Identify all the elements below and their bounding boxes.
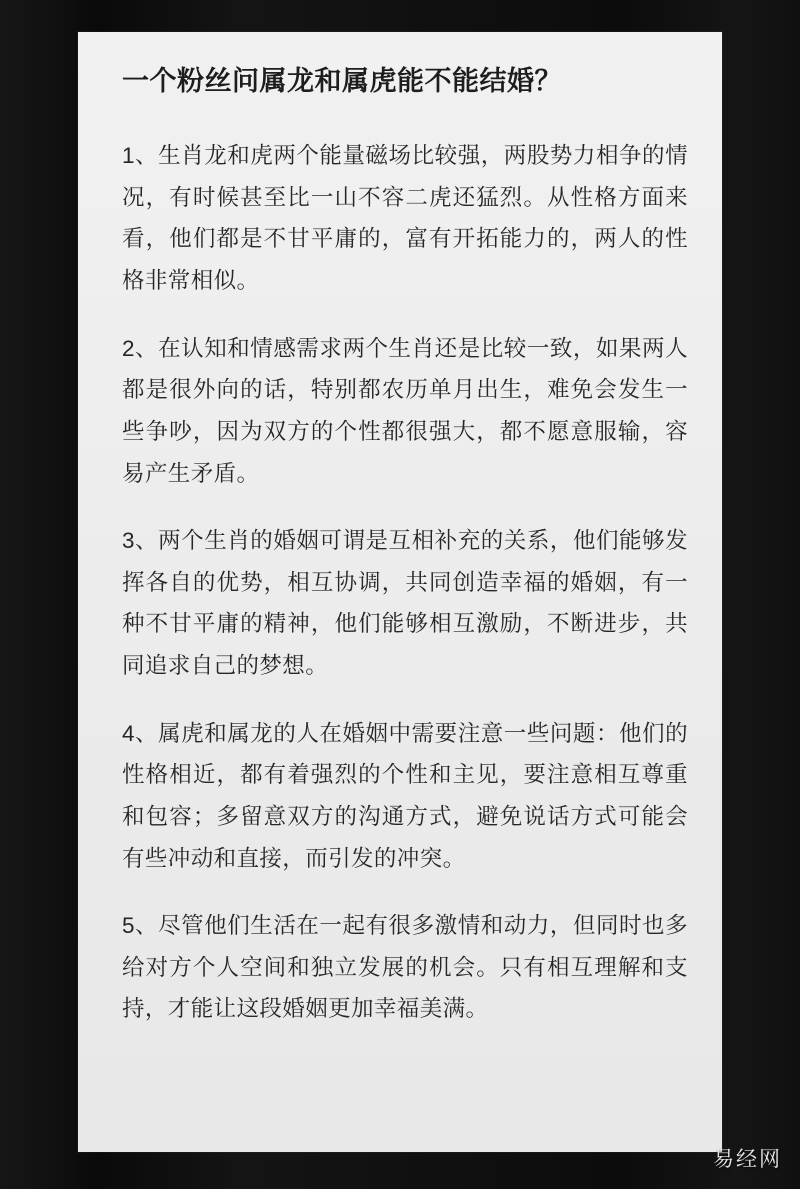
site-watermark: 易经网 [713, 1148, 782, 1171]
paragraph-5: 5、尽管他们生活在一起有很多激情和动力，但同时也多给对方个人空间和独立发展的机会。只有相互理解和支持，才能让这段婚姻更加幸福美满。 [122, 913, 688, 1022]
article-content [122, 62, 688, 1132]
paragraph-2: 2、在认知和情感需求两个生肖还是比较一致，如果两人都是很外向的话，特别都农历单月出生，难免会发生一些争吵，因为双方的个性都很强大，都不愿意服输，容易产生矛盾。 [122, 335, 688, 486]
page-title: 一个粉丝问属龙和属虎能不能结婚？ [122, 66, 562, 96]
paragraph-1: 1、生肖龙和虎两个能量磁场比较强，两股势力相争的情况，有时候甚至比一山不容二虎还猛烈。从性格方面来看，他们都是不甘平庸的，富有开拓能力的，两人的性格非常相似。 [122, 143, 688, 294]
paragraph-4: 4、属虎和属龙的人在婚姻中需要注意一些问题：他们的性格相近，都有着强烈的个性和主见，要注意相互尊重和包容；多留意双方的沟通方式，避免说话方式可能会有些冲动和直接，而引发的冲突。 [122, 720, 688, 871]
article-card [78, 32, 722, 1152]
paragraph-3: 3、两个生肖的婚姻可谓是互相补充的关系，他们能够发挥各自的优势，相互协调，共同创造幸福的婚姻，有一种不甘平庸的精神，他们能够相互激励，不断进步，共同追求自己的梦想。 [122, 528, 688, 679]
